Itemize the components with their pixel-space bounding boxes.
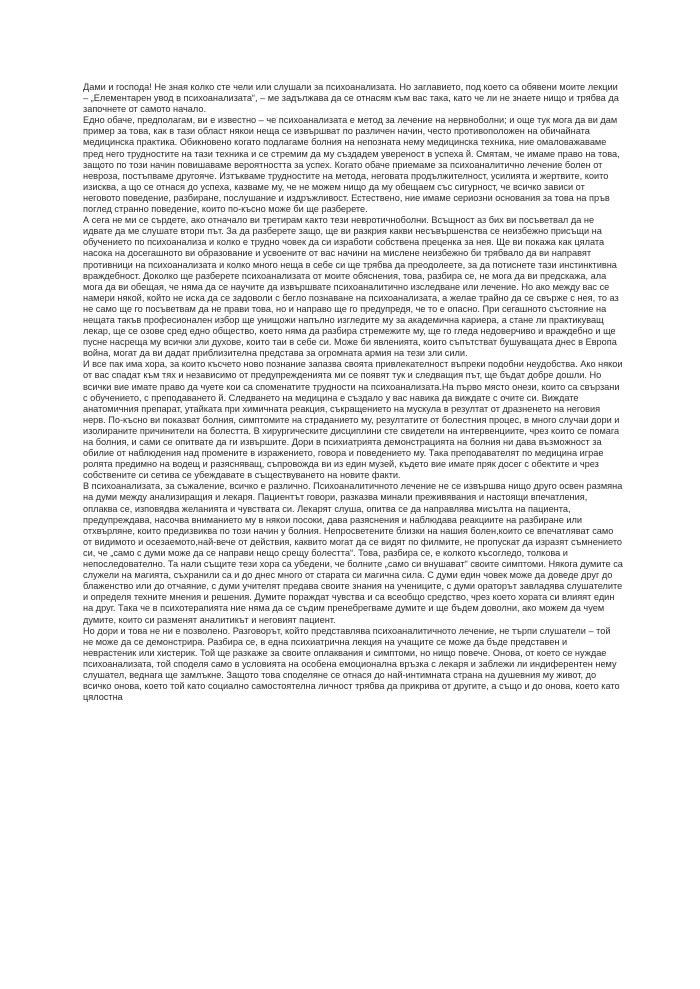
paragraph-4: И все пак има хора, за които късчето ново познание запазва своята привлекателност въпреки подобни неудобства. Ако някои от вас спадат към тях и независимо от предупрежденията ми се появят тук и следващия път, ще бъдат добре дошли. Но всички вие имате право да чуете кои са споменатите трудности на психоанализата.На първо място онези, които са свързани с обучението, с преподаването й. Следването на медицина е създало у вас навика да виждате с очите си. Виждате анатомичния препарат, утайката при химичната реакция, съкращението на мускула в резултат от дразненето на неговия нерв. По-късно ви показват болния, симптомите на страданието му, резултатите от болестния процес, в много случаи дори и изолираните причинители на болестта. В хирургическите дисциплини сте свидетели на интервенциите, чрез които се помага на болния, и сами се опитвате да ги извършите. Дори в психиатрията демонстрацията на болния ни дава възможност за обилие от наблюдения над промените в изражението, говора и поведението му. Така преподавателят по медицина играе ролята предимно на водещ и разясняващ, съпровожда ви из един музей, където вие имате пряк досег с обектите и чрез собствените си сетива се убеждавате в съществуването на новите факти. bbox=[83, 359, 623, 481]
paragraph-6: Но дори и това не ни е позволено. Разговорът, който представлява психоаналитичното лечение, не търпи слушатели – той не може да се демонстрира. Разбира се, в една психиатрична лекция на учащите се може да бъде представен и неврастеник или хистерик. Той ще разкаже за своите оплаквания и симптоми, но нищо повече. Онова, от което се нуждае психоанализата, той споделя само в условията на особена емоционална връзка с лекаря и заблежи ли индиферентен нему слушател, веднага ще замлъкне. Защото това споделяне се отнася до най-интимната страна на душевния му живот, до всичко онова, което той като социално самостоятелна личност трябва да прикрива от другите, а също и до онова, което като цялостна bbox=[83, 625, 620, 703]
document-body bbox=[83, 82, 623, 703]
paragraph-5: В психоанализата, за съжаление, всичко е различно. Психоаналитичното лечение не се извършва нищо друго освен размяна на думи между анализиращия и лекаря. Пациентът говори, разказва минали преживявания и настоящи впечатления, оплаква се, изповядва желанията и чувствата си. Лекарят слуша, опитва се да направлява мисълта на пациента, предупреждава, насочва вниманието му в някои посоки, дава разяснения и наблюдава реакциите на разбиране или отхвърляне, които предизвиква по този начин у болния. Непросветените близки на нашия болен,които се впечатляват само от видимото и осезаемото,най-вече от действия, каквито могат да се видят по филмите, не пропускат да изразят съмнението си, че „само с думи може да се направи нещо срещу болестта“. Това, разбира се, е колкото късогледо, толкова и непоследователно. Та нали същите тези хора са убедени, че болните „само си внушават“ своите симптоми. Някога думите са служели на магията, съхранили са и до днес много от старата си магична сила. С думи един човек може да доведе друг до блаженство или до отчаяние, с думи учителят предава своите знания на учениците, с думи ораторът завладява слушателите и определя техните мнения и решения. Думите пораждат чувства и са всеобщо средство, чрез което хората си влияят един на друг. Така че в психотерапията ние няма да се съдим пренебрегваме думите и ще бъдем доволни, ако можем да чуем думите, които си разменят аналитикът и неговият пациент. bbox=[83, 481, 623, 625]
paragraph-1: Дами и господа! Не зная колко сте чели или слушали за психоанализата. Но заглавието, под което са обявени моите лекции – „Елементарен увод в психоанализата“, – ме задължава да се отнасям към вас така, като че ли не знаете нищо и трябва да започнете от самото начало. bbox=[83, 82, 619, 115]
paragraph-3: А сега не ми се сърдете, ако отначало ви третирам както тези невротичноболни. Всъщност аз бих ви посъветвал да не идвате да ме слушате втори път. За да разберете защо, ще ви разкрия какви несъвършенства се неизбежно присъщи на обучението по психоанализа и колко е трудно човек да си изработи собствена преценка за нея. Ще ви покажа как цялата насока на досегашното ви образование и усвоените от вас начини на мислене неизбежно би трябвало да ви направят противници на психоанализата и колко много неща в себе си ще трябва да преодолеете, за да потиснете тази инстинктивна враждебност. Доколко ще разберете психоанализата от моите обяснения, това, разбира се, не мога да ви предскажа, ала мога да ви обещая, че няма да се научите да извършвате психоаналитично изследване или лечение. Но ако между вас се намери някой, който не иска да се задоволи с бегло познаване на психоанализата, а желае трайно да се свърже с нея, то аз не само ще го посъветвам да не прави това, но и направо ще го предупредя, че то е опасно. При сегашното състояние на нещата такъв професионален избор ще унищожи напълно изгледите му за академична кариера, а стане ли практикуващ лекар, ще се озове сред едно общество, което няма да разбира стремежите му, ще го гледа недоверчиво и враждебно и ще пусне насреща му всички зли духове, които таи в себе си. Може би явленията, които съпътстват бушуващата днес в Европа война, могат да ви дадат приблизителна представа за огромната армия на тези зли сили. bbox=[83, 215, 619, 359]
paragraph-2: Едно обаче, предполагам, ви е известно – че психоанализата е метод за лечение на нервноболни; и още тук мога да ви дам пример за това, как в тази област някои неща се извършват по различен начин, често противоположен на обичайната медицинска практика. Обикновено когато подлагаме болния на непозната нему медицинска техника, ние омаловажаваме пред него трудностите на тази техника и се стремим да му създадем увереност в успеха й. Смятам, че имаме право на това, защото по този начин повишаваме вероятността за успех. Когато обаче приемаме за психоаналитично лечение болен от невроза, постъпваме другояче. Изтъкваме трудностите на метода, неговата продължителност, усилията и жертвите, които изисква, а що се отнася до успеха, казваме му, че не можем нищо да му обещаем със сигурност, че всичко зависи от неговото поведение, разбиране, послушание и издръжливост. Естествено, ние имаме сериозни основания за това на пръв поглед странно поведение, които по-късно може би ще разберете. bbox=[83, 115, 620, 215]
